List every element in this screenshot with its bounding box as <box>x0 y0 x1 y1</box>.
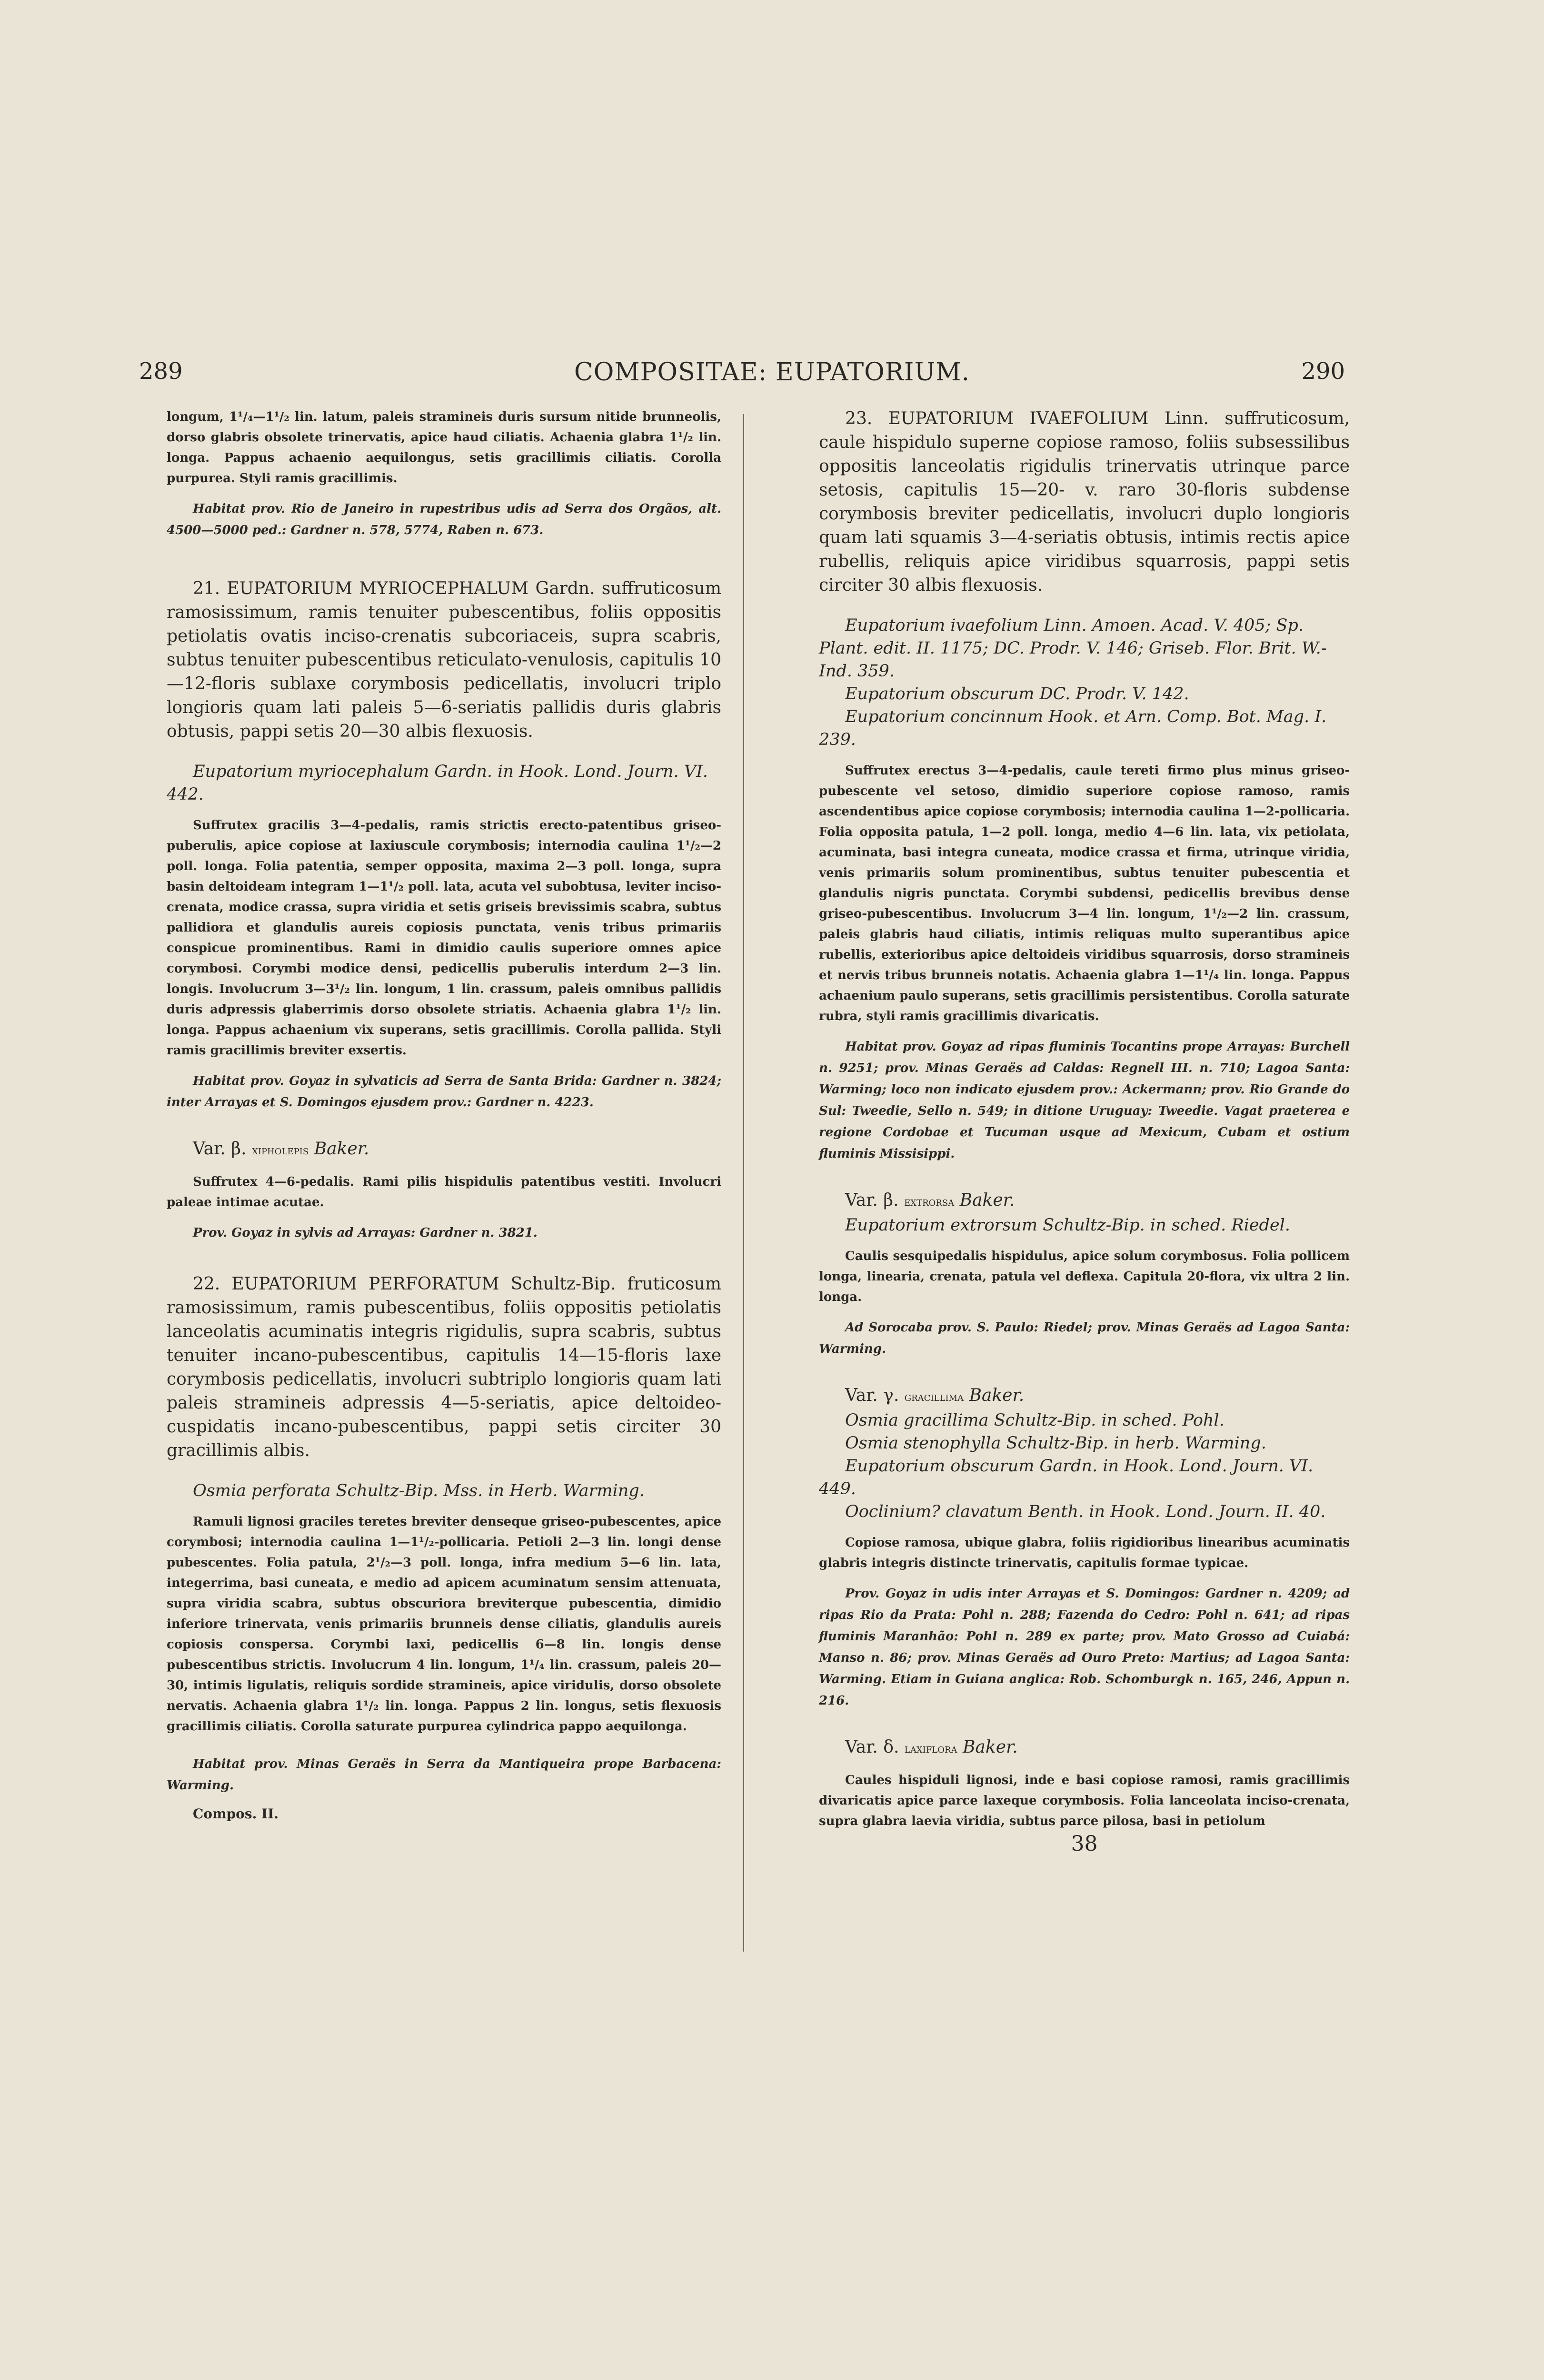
species-23-citation-3: Eupatorium concinnum Hook. et Arn. Comp. Bot. Mag. I. 239. <box>819 707 1327 749</box>
signature-mark: Compos. II. <box>193 1806 279 1822</box>
species-22-habitat: Habitat prov. Minas Geraës in Serra da Mantiqueira prope Barbacena: Warming. <box>167 1757 721 1793</box>
species-21-var-beta-heading <box>167 1137 721 1162</box>
var-name: xipholepis <box>252 1143 309 1158</box>
species-21-description: Suffrutex gracilis 3—4-pedalis, ramis strictis erecto-patentibus griseo-puberulis, apice copiose at laxiuscule corymbosis; internodia caulina 1¹/₂—2 poll. longa. Folia patentia, semper opposita, maxima 2—3 poll. longa, supra basin deltoideam integram 1—1¹/₂ poll. lata, acuta vel subobtusa, leviter inciso-crenata, modice crassa, supra viridia et setis griseis brevissimis scabra, subtus pallidiora et glandulis aureis copiosis punctata, venis tribus primariis conspicue prominentibus. Rami in dimidio caulis superiore omnes apice corymbosi. Corymbi modice densi, pedicellis puberulis interdum 2—3 lin. longis. Involucrum 3—3¹/₂ lin. longum, 1 lin. crassum, paleis omnibus pallidis duris adpressis glaberrimis dorso obsolete striatis. Achaenia glabra 1¹/₂ lin. longa. Pappus achaenium vix superans, setis gracillimis. Corolla pallida. Styli ramis gracillimis breviter exsertis. <box>167 818 721 1058</box>
running-title: COMPOSITAE: EUPATORIUM. <box>574 358 970 387</box>
var-name: laxiflora <box>904 1742 957 1756</box>
species-23-var-gamma-citation-3: Eupatorium obscurum Gardn. in Hook. Lond. Journ. VI. 449. <box>819 1457 1314 1498</box>
species-23-citation-1: Eupatorium ivaefolium Linn. Amoen. Acad. V. 405; Sp. Plant. edit. II. 1175; DC. Prodr. V. 146; Griseb. Flor. Brit. W.-Ind. 359. <box>819 616 1327 681</box>
var-label: Var. β. <box>193 1139 247 1159</box>
var-label: Var. δ. <box>845 1737 899 1757</box>
species-22-description: Ramuli lignosi graciles teretes breviter denseque griseo-pubescentes, apice corymbosi; internodia caulina 1—1¹/₂-pollicaria. Petioli 2—3 lin. longi dense pubescentes. Folia patula, 2¹/₂—3 poll. longa, infra medium 5—6 lin. lata, integerrima, basi cuneata, e medio ad apicem acuminatum sensim attenuata, supra viridia scabra, subtus obscuriora breviterque pubescentia, dimidio inferiore trinervata, venis primariis brunneis dense ciliatis, glandulis aureis copiosis conspersa. Corymbi laxi, pedicellis 6—8 lin. longis dense pubescentibus strictis. Involucrum 4 lin. longum, 1¹/₄ lin. crassum, paleis 20—30, intimis ligulatis, reliquis sordide stramineis, apice viridulis, dorso obsolete nervatis. Achaenia glabra 1¹/₂ lin. longa. Pappus 2 lin. longus, setis flexuosis gracillimis ciliatis. Corolla saturate purpurea cylindrica pappo aequilonga. <box>167 1515 721 1734</box>
var-author: Baker. <box>959 1190 1015 1210</box>
species-23-var-beta-citation: Eupatorium extrorsum Schultz-Bip. in sched. Riedel. <box>845 1216 1290 1235</box>
column-divider <box>743 414 744 1952</box>
species-23-var-gamma-heading <box>819 1384 1350 1409</box>
continued-habitat: Habitat prov. Rio de Janeiro in rupestribus udis ad Serra dos Orgãos, alt. 4500—5000 ped.: Gardner n. 578, 5774, Raben n. 673. <box>167 502 721 537</box>
species-23-var-gamma-habitat: Prov. Goyaz in udis inter Arrayas et S. Domingos: Gardner n. 4209; ad ripas Rio da Prata: Pohl n. 288; Fazenda do Cedro: Pohl n. 641; ad ripas fluminis Maranhão: Pohl n. 289 ex parte; prov. Mato Grosso ad Cuiabá: Manso n. 86; prov. Minas Geraës ad Ouro Preto: Martius; ad Lagoa Santa: Warming. Etiam in Guiana anglica: Rob. Schomburgk n. 165, 246, Appun n. 216. <box>819 1587 1350 1708</box>
species-23-citation-2: Eupatorium obscurum DC. Prodr. V. 142. <box>845 684 1189 704</box>
species-21-citation: Eupatorium myriocephalum Gardn. in Hook. Lond. Journ. VI. 442. <box>167 762 708 804</box>
species-23-var-beta-habitat: Ad Sorocaba prov. S. Paulo: Riedel; prov. Minas Geraës ad Lagoa Santa: Warming. <box>819 1320 1350 1356</box>
var-name: gracillima <box>904 1390 964 1404</box>
species-21-habitat: Habitat prov. Goyaz in sylvaticis ad Serra de Santa Brida: Gardner n. 3824; inter Arrayas et S. Domingos ejusdem prov.: Gardner n. 4223. <box>167 1074 721 1110</box>
species-22-heading: 22. EUPATORIUM PERFORATUM Schultz-Bip. fruticosum ramosissimum, ramis pubescentibus, foliis oppositis petiolatis lanceolatis acuminatis integris rigidulis, supra scabris, subtus tenuiter incano-pubescentibus, capitulis 14—15-floris laxe corymbosis pedicellatis, involucri subtriplo longioris quam lati paleis stramineis adpressis 4—5-seriatis, apice deltoideo-cuspidatis incano-pubescentibus, pappi setis circiter 30 gracillimis albis. <box>167 1274 721 1460</box>
species-23-var-gamma-citation-2: Osmia stenophylla Schultz-Bip. in herb. Warming. <box>845 1434 1266 1453</box>
left-column <box>167 407 721 1822</box>
species-23-heading: 23. EUPATORIUM IVAEFOLIUM Linn. suffruticosum, caule hispidulo superne copiose ramoso, foliis subsessilibus oppositis lanceolatis rigidulis trinervatis utrinque parce setosis, capitulis 15—20- v. raro 30-floris subdense corymbosis breviter pedicellatis, involucri duplo longioris quam lati squamis 3—4-seriatis obtusis, intimis rectis apice rubellis, reliquis apice viridibus squarrosis, pappi setis circiter 30 albis flexuosis. <box>819 409 1350 595</box>
var-author: Baker. <box>969 1386 1025 1405</box>
species-23-var-gamma-citation-4: Ooclinium? clavatum Benth. in Hook. Lond. Journ. II. 40. <box>845 1502 1326 1521</box>
species-21-var-beta-habitat: Prov. Goyaz in sylvis ad Arrayas: Gardner n. 3821. <box>193 1226 538 1240</box>
continued-description: longum, 1¹/₄—1¹/₂ lin. latum, paleis stramineis duris sursum nitide brunneolis, dorso glabris obsolete trinervatis, apice haud ciliatis. Achaenia glabra 1¹/₂ lin. longa. Pappus achaenio aequilongus, setis gracillimis ciliatis. Corolla purpurea. Styli ramis gracillimis. <box>167 410 721 486</box>
page-number-left: 289 <box>139 358 183 385</box>
var-author: Baker. <box>314 1139 369 1159</box>
var-name: extrorsa <box>904 1195 955 1209</box>
species-23-var-beta-description: Caulis sesquipedalis hispidulus, apice solum corymbosus. Folia pollicem longa, linearia, crenata, patula vel deflexa. Capitula 20-flora, vix ultra 2 lin. longa. <box>819 1249 1350 1304</box>
species-23-var-gamma-description: Copiose ramosa, ubique glabra, foliis rigidioribus linearibus acuminatis glabris integris distincte trinervatis, capitulis formae typicae. <box>819 1536 1350 1570</box>
species-22-citation: Osmia perforata Schultz-Bip. Mss. in Herb. Warming. <box>193 1481 645 1500</box>
species-23-habitat: Habitat prov. Goyaz ad ripas fluminis Tocantins prope Arrayas: Burchell n. 9251; prov. Minas Geraës ad Caldas: Regnell III. n. 710; Lagoa Santa: Warming; loco non indicato ejusdem prov.: Ackermann; prov. Rio Grande do Sul: Tweedie, Sello n. 549; in ditione Uruguay: Tweedie. Vagat praeterea e regione Cordobae et Tucuman usque ad Mexicum, Cubam et ostium fluminis Missisippi. <box>819 1040 1350 1161</box>
page-number-right: 290 <box>1301 358 1345 385</box>
species-23-var-gamma-citation-1: Osmia gracillima Schultz-Bip. in sched. Pohl. <box>845 1411 1225 1430</box>
var-author: Baker. <box>962 1737 1018 1757</box>
running-header <box>0 358 1544 396</box>
species-21-heading: 21. EUPATORIUM MYRIOCEPHALUM Gardn. suffruticosum ramosissimum, ramis tenuiter pubescentibus, foliis oppositis petiolatis ovatis inciso-crenatis subcoriaceis, supra scabris, subtus tenuiter pubescentibus reticulato-venulosis, capitulis 10—12-floris sublaxe corymbosis pedicellatis, involucri triplo longioris quam lati paleis 5—6-seriatis pallidis duris glabris obtusis, pappi setis 20—30 albis flexuosis. <box>167 579 721 741</box>
right-column <box>819 407 1350 1856</box>
species-23-var-delta-description: Caules hispiduli lignosi, inde e basi copiose ramosi, ramis gracillimis divaricatis apice parce laxeque corymbosis. Folia lanceolata inciso-crenata, supra glabra laevia viridia, subtus parce pilosa, basi in petiolum <box>819 1773 1350 1828</box>
species-23-description: Suffrutex erectus 3—4-pedalis, caule tereti firmo plus minus griseo-pubescente vel setoso, dimidio superiore copiose ramoso, ramis ascendentibus apice copiose corymbosis; internodia caulina 1—2-pollicaria. Folia opposita patula, 1—2 poll. longa, medio 4—6 lin. lata, vix petiolata, acuminata, basi integra cuneata, modice crassa et firma, utrinque viridia, venis primariis solum prominentibus, subtus tenuiter pubescentia et glandulis nigris punctata. Corymbi subdensi, pedicellis brevibus dense griseo-pubescentibus. Involucrum 3—4 lin. longum, 1¹/₂—2 lin. crassum, paleis glabris haud ciliatis, intimis reliquas multo superantibus apice rubellis, exterioribus apice deltoideis viridibus squarrosis, dorso stramineis et nervis tribus brunneis notatis. Achaenia glabra 1—1¹/₄ lin. longa. Pappus achaenium paulo superans, setis gracillimis persistentibus. Corolla saturate rubra, styli ramis gracillimis divaricatis. <box>819 764 1350 1023</box>
var-label: Var. β. <box>845 1190 899 1210</box>
signature-number: 38 <box>1071 1832 1098 1856</box>
species-23-var-delta-heading <box>819 1735 1350 1761</box>
species-23-var-beta-heading <box>819 1189 1350 1214</box>
species-21-var-beta-description: Suffrutex 4—6-pedalis. Rami pilis hispidulis patentibus vestiti. Involucri paleae intimae acutae. <box>167 1175 721 1210</box>
var-label: Var. γ. <box>845 1386 899 1405</box>
